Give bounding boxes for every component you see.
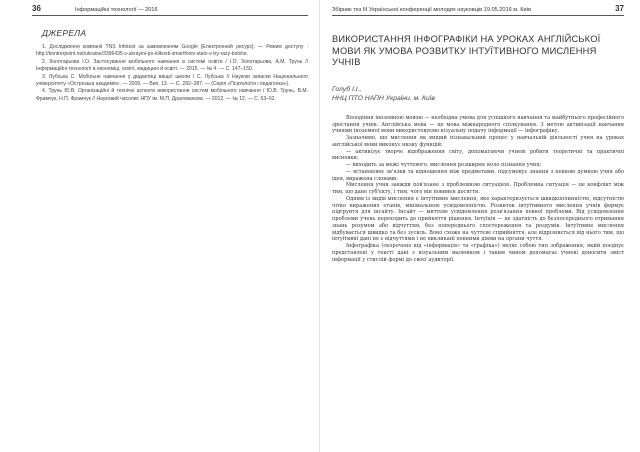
article-body bbox=[332, 115, 624, 264]
author-name: Голуб І.І., bbox=[332, 85, 362, 93]
body-paragraph: — встановлює зв'язки та відношення між предметами, підсумовує знання з певною думкою учня або ідея, виражена словами. bbox=[332, 168, 624, 182]
right-running-header: Збірник тез III Української конференції молодих науковців 19.05.2016 м. Київ bbox=[332, 7, 532, 13]
author-block bbox=[332, 85, 624, 103]
reference-item: 4. Трунь Ю.В. Організаційні й технічні аспекти використання систем мобільного навчання / Ю.В. Трунь, В.М. Фрамчук, Н.П. Фрамчук // Науковий часопис НПУ ім. М.П. Драгоманова. — 2012. — № 12. — С. 53–62. bbox=[36, 88, 308, 102]
right-page-header bbox=[332, 4, 624, 16]
right-page-number: 37 bbox=[615, 4, 624, 13]
body-paragraph: Володіння іноземною мовою — необхідна умова для успішного навчання та майбутнього професійного зростання учнів. Англійська мова — це мова міжнародного спілкування. З метою активізації навчання учнями іноземної мови використовуємо візуальну подачу інформації — інфографіку. bbox=[332, 114, 624, 135]
body-paragraph: Одним із видів мислення є інтуїтивне мислення, яке характеризується швидкоплинністю, відсутністю чітко виражених етапів, мінімальною усвідомленістю. Розвиток інтуїтивного мислення учнів формує підгрунтя для інсайту. Інсайт — миттєве усвідомлення розв'язання певної проблеми. Від усвідомлення проблеми учень переходить до прийняття рішення. Інтуїція — це здатність до безпосереднього отримання знань розумом або відчуттям, без попереднього спостереження та роздумів. Інтуїтивне мислення відбувається швидко та без зусиль. Воно схоже на чуттєве сприйняття, але відрізняється від нього тим, що інтуїтивні дані не є відчуттями і не викликані певними діями на органи чуття. bbox=[332, 195, 624, 243]
left-page-number: 36 bbox=[32, 4, 41, 13]
body-paragraph: — виходить за межі чуттєвого, мислення розширює коло пізнання учня; bbox=[346, 162, 542, 169]
reference-item: 2. Золотарьова І.О. Застосування мобільного навчання в системі освіти / І.О. Золотарьова, А.М. Трунь // Інформаційні технології в економіці, освіті, медицині й освіті. — 2015. — № 4. — С. 147–150. bbox=[36, 58, 308, 73]
references-list bbox=[32, 44, 308, 103]
references-title: ДЖЕРЕЛА bbox=[42, 28, 87, 38]
right-page bbox=[320, 0, 640, 452]
reference-item: 3. Лубська С. Мобільне навчання у дидактиці вищої школи / С. Лубська // Наукові записки Національного університету «Острозька академія». — 2009. — Вип. 13. — С. 282–287. — (Серія «Психологія і педагогіка»). bbox=[36, 73, 308, 88]
body-paragraph: — активізує творче відображення світу, допомагаючи учневі робити теоретичні та практичні висновки; bbox=[332, 148, 624, 162]
body-paragraph: Мислення учня завжди пов'язане з проблемною ситуацією. Проблемна ситуація — це конфлікт між тим, що дане суб'єкту, і тим, чого він повинен досягти. bbox=[332, 182, 624, 196]
body-paragraph: Інфографіка (скорочено від «інформація» та «графіка») являє собою тип зображення, який поєднує представлені у тексті дані з візуальним малюнком і таким чином допомагає учневі доносити зміст інформації у стислій формі до своєї аудиторії. bbox=[332, 243, 624, 263]
author-affiliation: ННЦ ПТО НАПН України, м. Київ bbox=[332, 94, 435, 102]
body-paragraph: Зазначимо, що мислення як вищий пізнавальний процес у навчальній діяльності учня на уроках англійської мови виконує низку функцій: bbox=[332, 135, 624, 148]
left-running-header: Інформаційні технології — 2016 bbox=[74, 7, 158, 13]
reference-item: 1. Дослідження компанії TNS Infotest за замовленням Google [Електронний ресурс]. — Режим доступу : http://kontrerpoint.net/ukraine/3396435-v-ukrayini-po-kilkosti-smartfoniv-stalo-v-try-razy-bolshe. bbox=[36, 44, 308, 58]
article-title: ВИКОРИСТАННЯ ІНФОГРАФІКИ НА УРОКАХ АНГЛІЙСЬКОЇ МОВИ ЯК УМОВА РОЗВИТКУ ІНТУЇТИВНОГО МИСЛЕННЯ УЧНІВ bbox=[332, 34, 601, 68]
left-page-header bbox=[32, 4, 308, 16]
